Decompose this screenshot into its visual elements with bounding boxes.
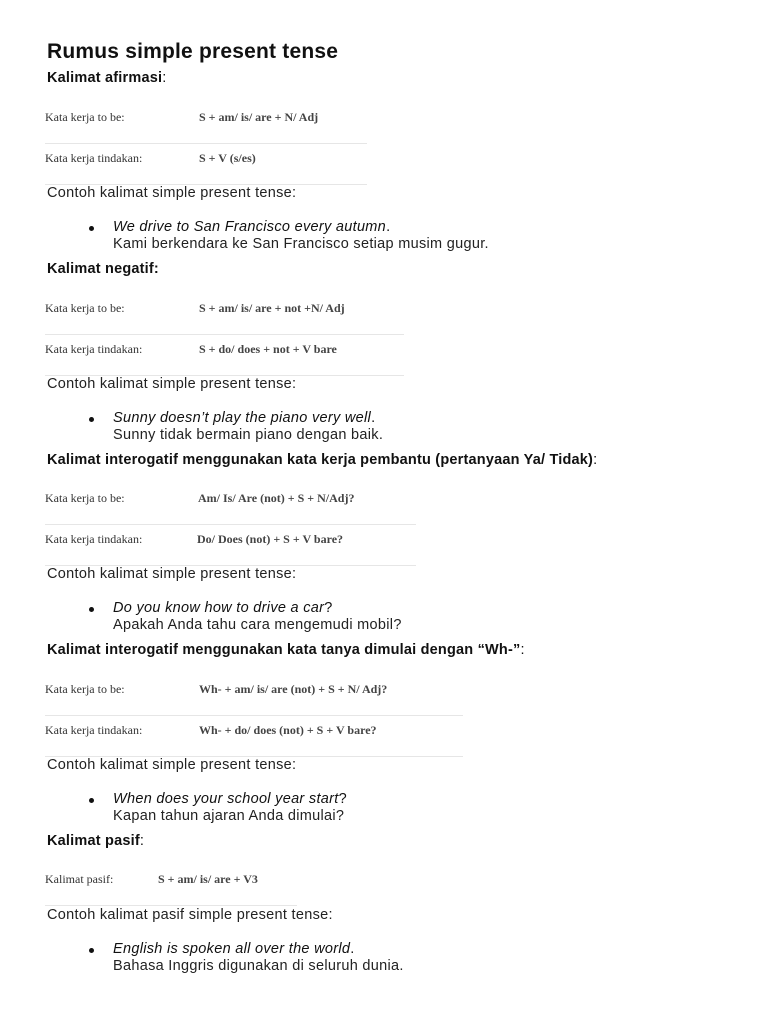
formula-text: Am/ Is/ Are (not) + S + N/Adj? — [198, 491, 355, 505]
example-punct: . — [371, 410, 376, 426]
example-translation: Kapan tahun ajaran Anda dimulai? — [113, 808, 345, 824]
section-heading-interogatif-yes-no — [47, 452, 597, 468]
example-sentence — [113, 219, 390, 235]
example-sentence — [113, 600, 333, 616]
example-punct: . — [386, 219, 391, 235]
example-translation: Apakah Anda tahu cara mengemudi mobil? — [113, 617, 402, 633]
formula-text: S + V (s/es) — [199, 151, 256, 165]
example-intro: Contoh kalimat simple present tense: — [47, 566, 297, 582]
formula-divider — [45, 334, 404, 335]
section-heading-suffix: : — [520, 642, 525, 658]
section-heading-text: Kalimat interogatif menggunakan kata tanya dimulai dengan “Wh-” — [47, 642, 521, 658]
section-heading-afirmasi — [47, 70, 166, 86]
example-text: When does your school year start — [113, 791, 339, 807]
formula-text: Wh- + do/ does (not) + S + V bare? — [199, 723, 377, 737]
formula-divider — [45, 143, 367, 144]
bullet-icon — [89, 417, 94, 422]
formula-text: S + am/ is/ are + V3 — [158, 872, 258, 886]
formula-text: S + am/ is/ are + N/ Adj — [199, 110, 319, 124]
example-text: We drive to San Francisco every autumn — [113, 219, 387, 235]
formula-label: Kata kerja tindakan: — [45, 723, 143, 737]
section-heading-suffix: : — [139, 833, 145, 849]
bullet-icon — [89, 948, 94, 953]
section-heading-interogatif-wh — [47, 642, 525, 658]
example-translation: Kami berkendara ke San Francisco setiap musim gugur. — [113, 236, 489, 252]
example-intro: Contoh kalimat simple present tense: — [47, 376, 297, 392]
formula-label: Kata kerja to be: — [45, 491, 125, 505]
bullet-icon — [89, 798, 94, 803]
formula-text: S + am/ is/ are + not +N/ Adj — [199, 301, 345, 315]
example-punct: . — [350, 941, 355, 957]
example-sentence — [113, 410, 375, 426]
example-intro: Contoh kalimat simple present tense: — [47, 185, 297, 201]
section-heading-pasif — [47, 833, 144, 849]
example-punct: ? — [338, 791, 347, 807]
formula-divider — [45, 524, 416, 525]
section-heading-suffix: : — [593, 452, 598, 468]
section-heading-text: Kalimat afirmasi — [47, 70, 163, 86]
example-sentence — [113, 791, 347, 807]
example-translation: Bahasa Inggris digunakan di seluruh dunia. — [113, 958, 404, 974]
bullet-icon — [89, 226, 94, 231]
formula-label: Kata kerja tindakan: — [45, 342, 143, 356]
section-heading-text: Kalimat interogatif menggunakan kata kerja pembantu (pertanyaan Ya/ Tidak) — [47, 452, 594, 468]
example-intro: Contoh kalimat simple present tense: — [47, 757, 297, 773]
example-text: Sunny doesn’t play the piano very well — [113, 410, 372, 426]
section-heading-text: Kalimat pasif — [47, 833, 140, 849]
bullet-icon — [89, 607, 94, 612]
formula-label: Kata kerja to be: — [45, 301, 125, 315]
section-heading-negatif — [47, 261, 159, 277]
formula-divider — [45, 905, 297, 906]
page-title: Rumus simple present tense — [47, 40, 339, 63]
formula-divider — [45, 715, 463, 716]
formula-label: Kata kerja tindakan: — [45, 151, 143, 165]
example-punct: ? — [324, 600, 333, 616]
example-intro: Contoh kalimat pasif simple present tense: — [47, 907, 333, 923]
section-heading-text: Kalimat negatif: — [47, 261, 159, 277]
example-text: English is spoken all over the world — [113, 941, 351, 957]
formula-text: Wh- + am/ is/ are (not) + S + N/ Adj? — [199, 682, 388, 696]
formula-text: S + do/ does + not + V bare — [199, 342, 337, 356]
formula-label: Kata kerja to be: — [45, 682, 125, 696]
section-heading-suffix: : — [162, 70, 167, 86]
example-translation: Sunny tidak bermain piano dengan baik. — [113, 427, 384, 443]
formula-text: Do/ Does (not) + S + V bare? — [197, 532, 344, 546]
formula-label: Kata kerja to be: — [45, 110, 125, 124]
formula-label: Kata kerja tindakan: — [45, 532, 143, 546]
example-sentence — [113, 941, 355, 957]
example-text: Do you know how to drive a car — [113, 600, 325, 616]
formula-label: Kalimat pasif: — [45, 872, 114, 886]
